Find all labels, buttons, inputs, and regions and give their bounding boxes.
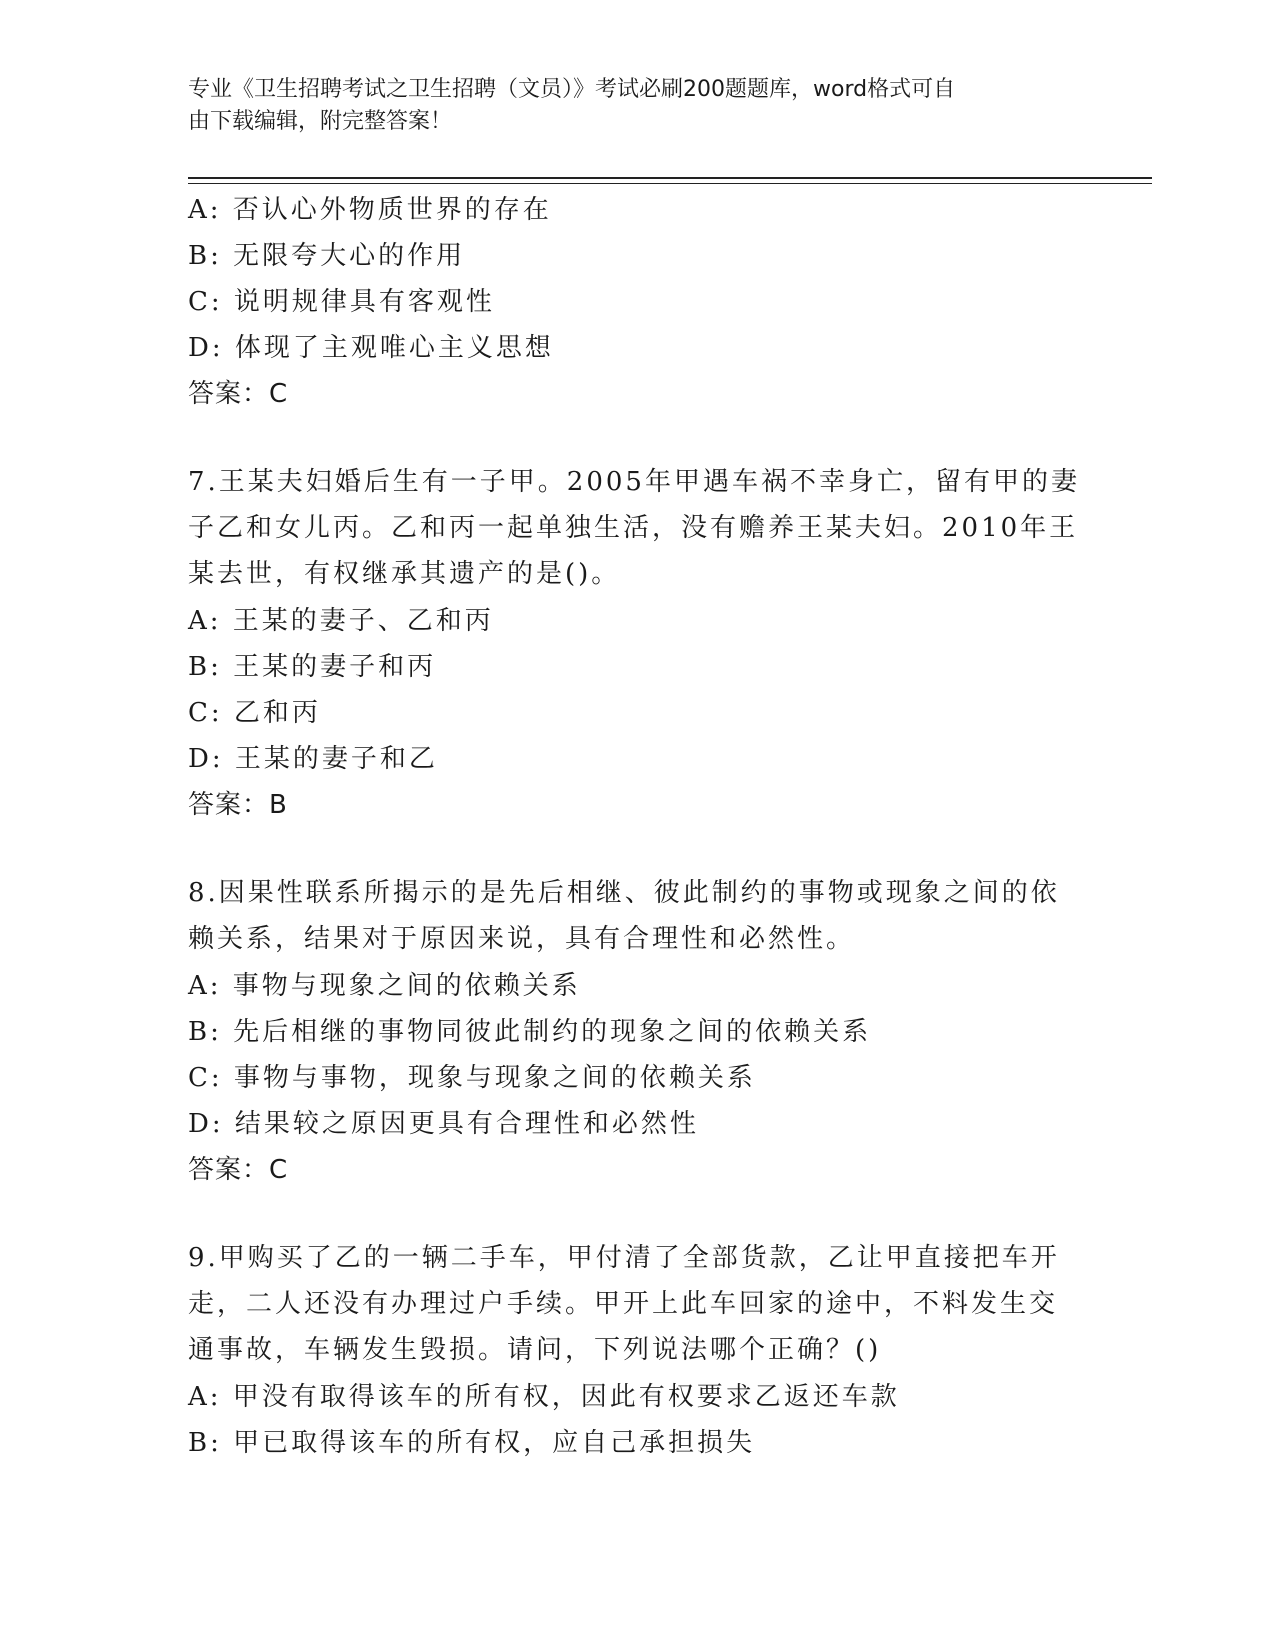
- option-c: C: 乙和丙: [188, 698, 321, 728]
- header-line-1: 专业《卫生招聘考试之卫生招聘（文员）》考试必刷200题题库，word格式可自: [188, 77, 956, 102]
- question-stem-line: 子乙和女儿丙。乙和丙一起单独生活，没有赡养王某夫妇。2010年王: [188, 513, 1079, 543]
- option-d: D: 体现了主观唯心主义思想: [188, 333, 554, 363]
- answer: 答案：C: [188, 1155, 289, 1185]
- answer: 答案：C: [188, 379, 289, 409]
- option-b: B: 甲已取得该车的所有权，应自己承担损失: [188, 1428, 756, 1458]
- option-c: C: 事物与事物，现象与现象之间的依赖关系: [188, 1063, 756, 1093]
- option-b: B: 王某的妻子和丙: [188, 652, 437, 682]
- document-header: [188, 74, 1068, 138]
- question-8: [188, 871, 1088, 1193]
- question-stem-line: 9.甲购买了乙的一辆二手车，甲付清了全部货款，乙让甲直接把车开: [188, 1243, 1060, 1273]
- question-7: [188, 460, 1088, 828]
- option-b: B: 无限夸大心的作用: [188, 241, 466, 271]
- header-line-2: 由下载编辑，附完整答案！: [188, 109, 453, 134]
- option-c: C: 说明规律具有客观性: [188, 287, 495, 317]
- question-stem-line: 8.因果性联系所揭示的是先后相继、彼此制约的事物或现象之间的依: [188, 878, 1060, 908]
- option-a: A: 事物与现象之间的依赖关系: [188, 971, 581, 1001]
- question-stem-line: 走，二人还没有办理过户手续。甲开上此车回家的途中，不料发生交: [188, 1289, 1059, 1319]
- option-d: D: 王某的妻子和乙: [188, 744, 438, 774]
- question-stem-line: 某去世，有权继承其遗产的是()。: [188, 559, 621, 589]
- header-divider-thick: [188, 177, 1152, 179]
- answer: 答案：B: [188, 790, 288, 820]
- option-a: A: 甲没有取得该车的所有权，因此有权要求乙返还车款: [188, 1382, 900, 1412]
- question-stem-line: 赖关系，结果对于原因来说，具有合理性和必然性。: [188, 924, 856, 954]
- option-d: D: 结果较之原因更具有合理性和必然性: [188, 1109, 699, 1139]
- question-stem-line: 7.王某夫妇婚后生有一子甲。2005年甲遇车祸不幸身亡，留有甲的妻: [188, 467, 1080, 497]
- option-a: A: 否认心外物质世界的存在: [188, 195, 552, 225]
- option-a: A: 王某的妻子、乙和丙: [188, 606, 494, 636]
- question-9: [188, 1236, 1088, 1466]
- question-6: [188, 187, 1088, 417]
- option-b: B: 先后相继的事物同彼此制约的现象之间的依赖关系: [188, 1017, 872, 1047]
- question-list: [188, 187, 1088, 1466]
- question-stem-line: 通事故，车辆发生毁损。请问，下列说法哪个正确？(): [188, 1335, 882, 1365]
- header-divider-thin: [188, 183, 1152, 184]
